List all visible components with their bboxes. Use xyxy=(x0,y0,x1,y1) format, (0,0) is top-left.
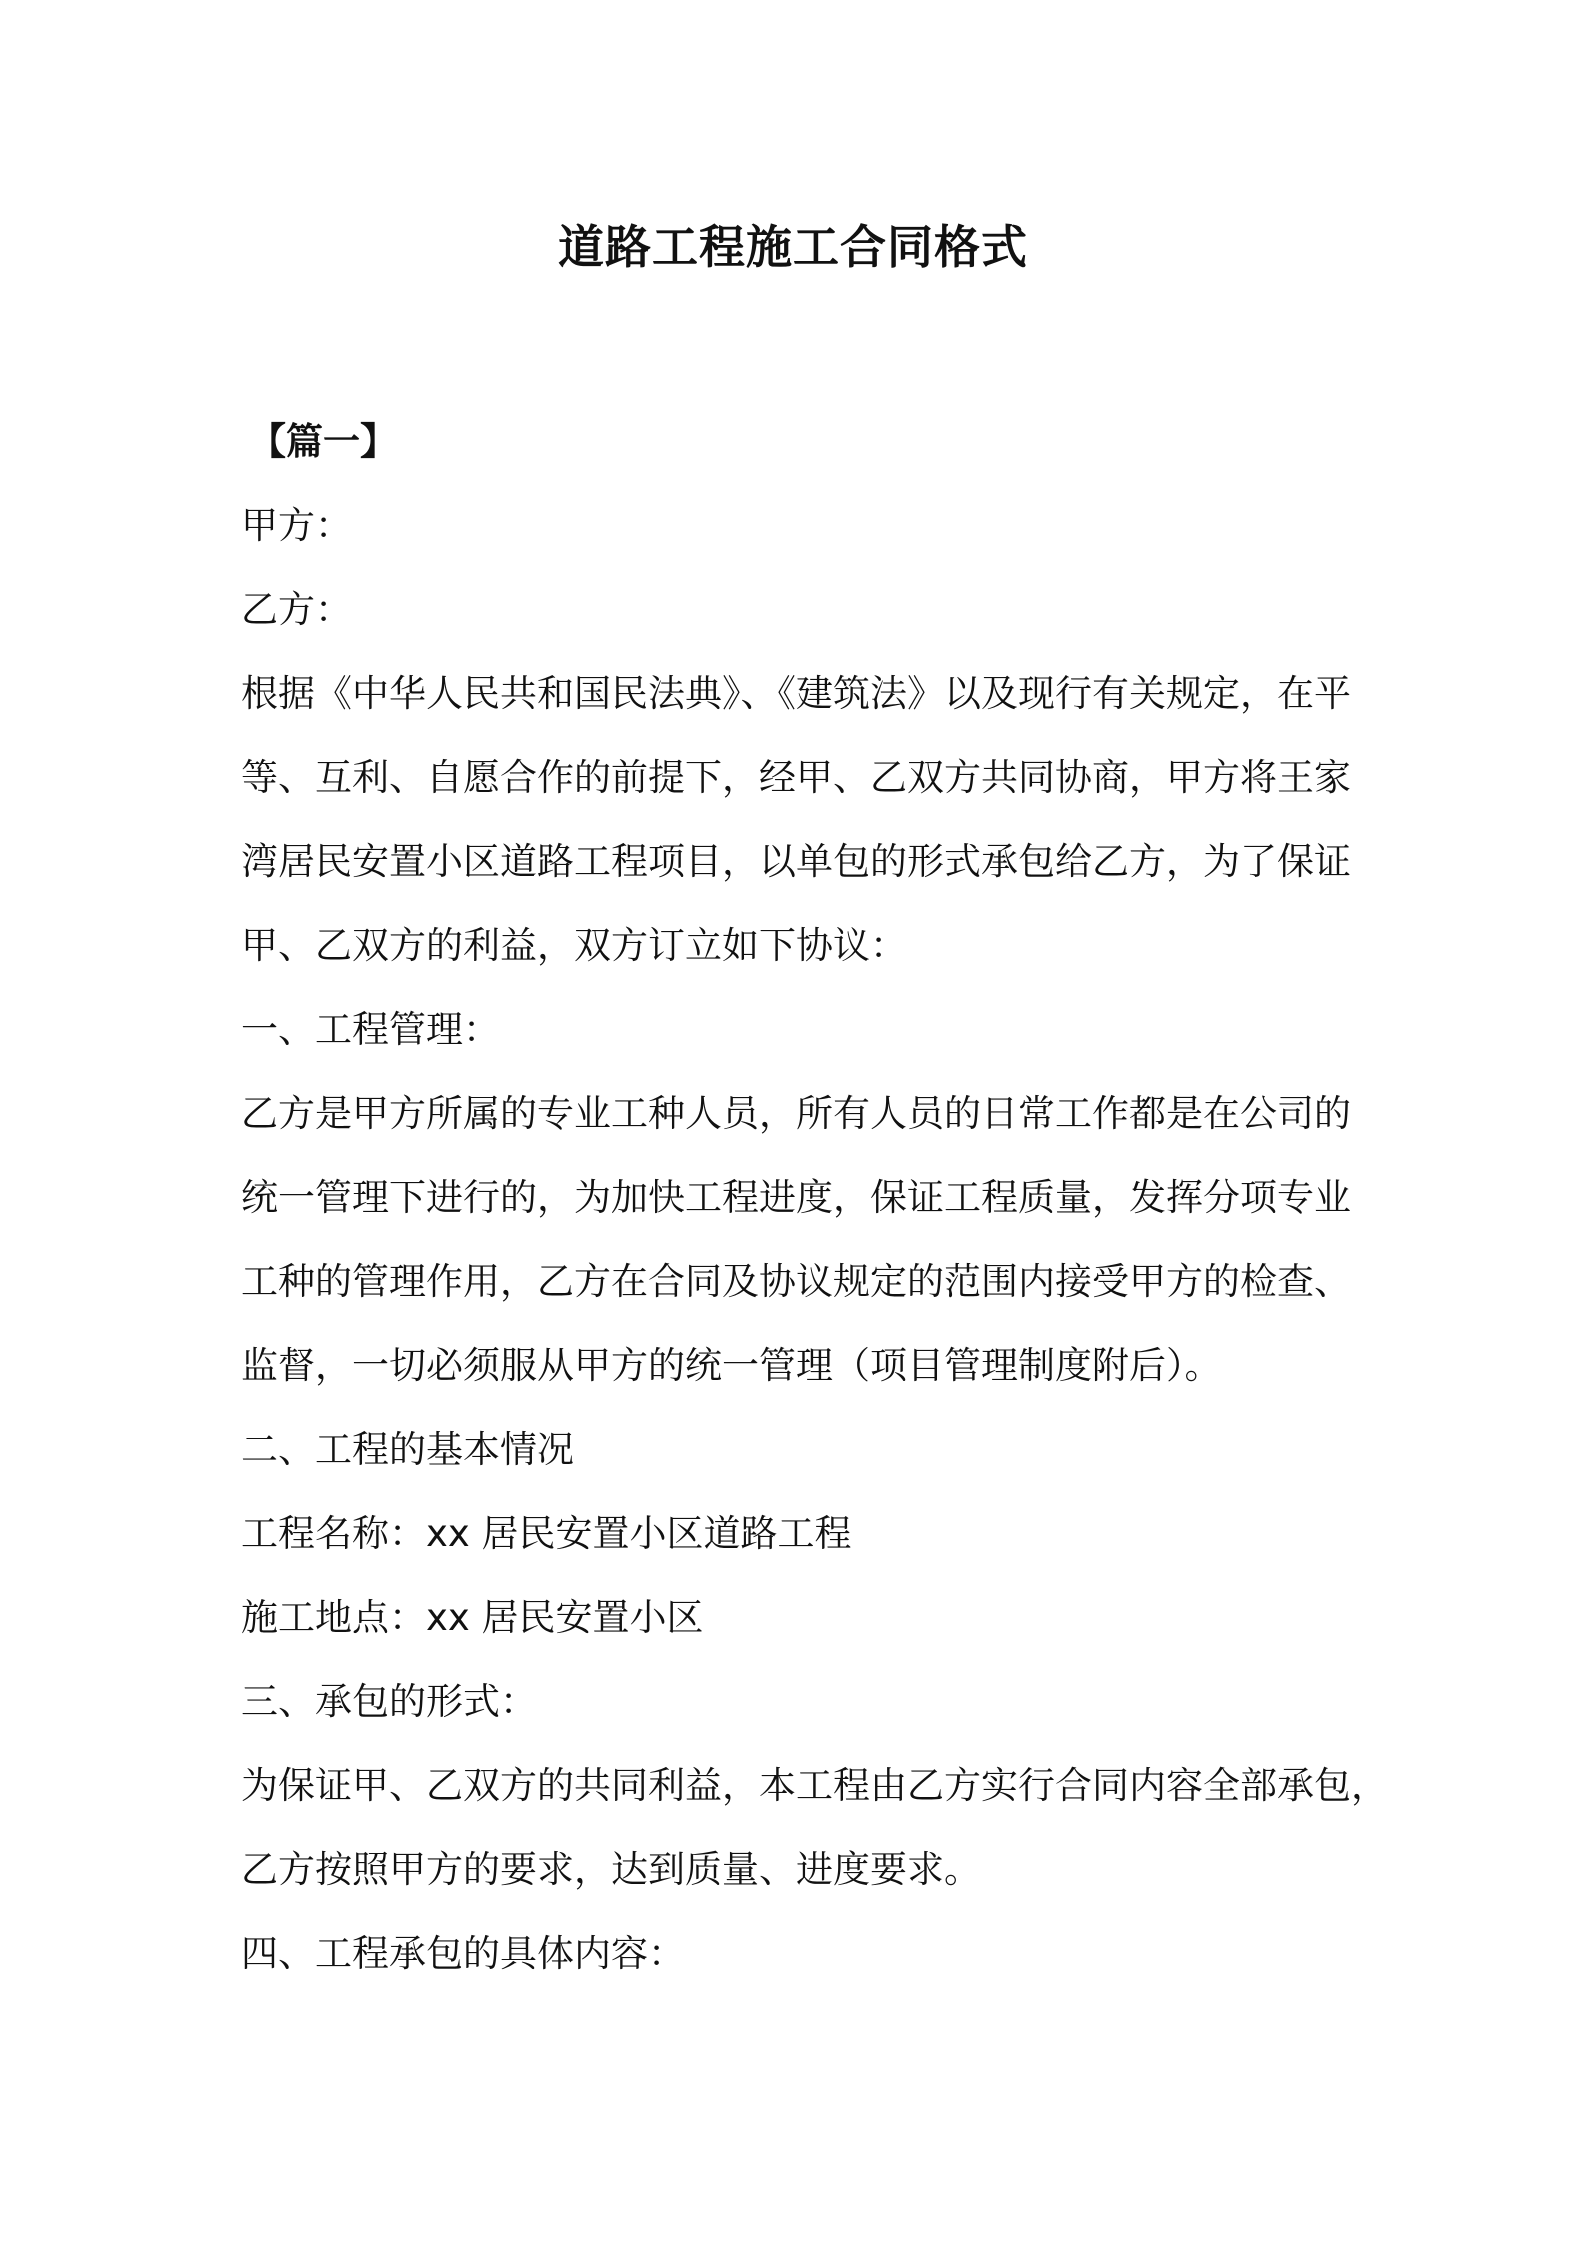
preamble-line-2: 等、互利、自愿合作的前提下，经甲、乙双方共同协商，甲方将王家 xyxy=(241,756,1351,799)
heading-contract-form: 三、承包的形式： xyxy=(241,1680,537,1723)
preamble-line-1: 根据《中华人民共和国民法典》、《建筑法》以及现行有关规定，在平 xyxy=(241,672,1351,715)
preamble-line-4: 甲、乙双方的利益，双方订立如下协议： xyxy=(241,924,907,967)
management-line-4: 监督，一切必须服从甲方的统一管理（项目管理制度附后）。 xyxy=(241,1344,1222,1387)
document-body xyxy=(241,400,1388,1996)
construction-site-line: 施工地点：xx 居民安置小区 xyxy=(241,1596,704,1639)
project-name-line: 工程名称：xx 居民安置小区道路工程 xyxy=(241,1512,852,1555)
party-b-line: 乙方： xyxy=(241,588,352,631)
contract-form-line-1: 为保证甲、乙双方的共同利益，本工程由乙方实行合同内容全部承包， xyxy=(241,1764,1388,1807)
heading-contract-content: 四、工程承包的具体内容： xyxy=(241,1932,685,1975)
management-line-1: 乙方是甲方所属的专业工种人员，所有人员的日常工作都是在公司的 xyxy=(241,1092,1351,1135)
document-title: 道路工程施工合同格式 xyxy=(558,220,1028,274)
management-line-3: 工种的管理作用，乙方在合同及协议规定的范围内接受甲方的检查、 xyxy=(241,1260,1351,1303)
heading-project-management: 一、工程管理： xyxy=(241,1008,500,1051)
section-label: 【篇一】 xyxy=(249,420,397,463)
contract-form-line-2: 乙方按照甲方的要求，达到质量、进度要求。 xyxy=(241,1848,981,1891)
preamble-line-3: 湾居民安置小区道路工程项目，以单包的形式承包给乙方，为了保证 xyxy=(241,840,1351,883)
management-line-2: 统一管理下进行的，为加快工程进度，保证工程质量，发挥分项专业 xyxy=(241,1176,1351,1219)
party-a-line: 甲方： xyxy=(241,504,352,547)
heading-basic-info: 二、工程的基本情况 xyxy=(241,1428,574,1471)
